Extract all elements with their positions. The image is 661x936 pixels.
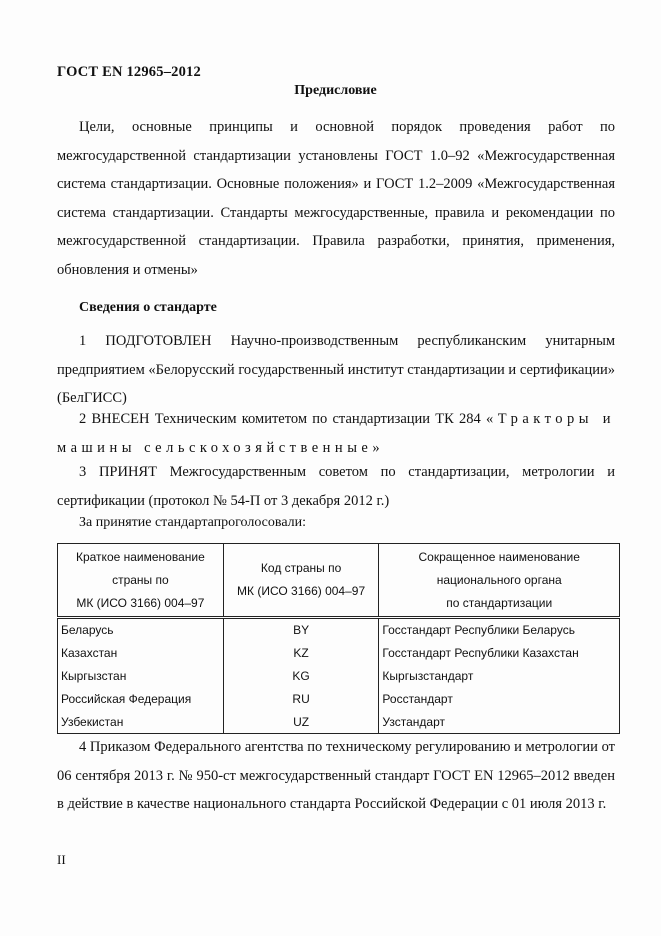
table-row: [58, 642, 620, 665]
item-adopted: 3 ПРИНЯТ Межгосударственным советом по стандартизации, метрологии и сертификации (протокол № 54-П от 3 декабря 2012 г.): [57, 464, 615, 509]
country-code: UZ: [223, 710, 379, 733]
table-row: [58, 665, 620, 688]
page-title: Предисловие: [294, 83, 377, 98]
header-country-name: Краткое наименование страны по МК (ИСО 3166) 004–97: [58, 544, 224, 618]
committee-name: «Тракторы и машины сельскохозяйственные»: [57, 411, 615, 456]
country-code: KG: [223, 665, 379, 688]
country-name: Казахстан: [58, 642, 224, 665]
country-code: BY: [223, 618, 379, 642]
table-row: [58, 618, 620, 642]
table-row: [58, 687, 620, 710]
header-national-body: Сокращенное наименование национального органа по стандартизации: [379, 544, 620, 618]
national-body: Узстандарт: [379, 710, 620, 733]
item-enacted: 4 Приказом Федерального агентства по техническому регулированию и метрологии от 06 сентября 2013 г. № 950-ст межгосударственный стандарт ГОСТ EN 12965–2012 введен в действие в качестве национального стандарта Российской Федерации с 01 июля 2013 г.: [57, 739, 615, 812]
national-body: Госстандарт Республики Казахстан: [379, 642, 620, 665]
country-name: Беларусь: [58, 618, 224, 642]
table-row: [58, 710, 620, 733]
item-prepared: 1 ПОДГОТОВЛЕН Научно-производственным республиканским унитарным предприятием «Белорусский государственный институт стандартизации и сертификации» (БелГИСС): [57, 333, 615, 406]
document-header: ГОСТ EN 12965–2012: [57, 64, 201, 80]
item-submitted-text: 2 ВНЕСЕН Техническим комитетом по стандартизации ТК 284: [79, 411, 487, 427]
country-name: Узбекистан: [58, 710, 224, 733]
info-heading: Сведения о стандарте: [79, 300, 217, 315]
page-number: II: [57, 852, 66, 867]
voting-intro: За принятие стандартапроголосовали:: [79, 515, 307, 530]
country-name: Российская Федерация: [58, 687, 224, 710]
country-code: KZ: [223, 642, 379, 665]
country-name: Кыргызстан: [58, 665, 224, 688]
item-submitted: [57, 405, 615, 462]
national-body: Кыргызстандарт: [379, 665, 620, 688]
header-country-code: Код страны по МК (ИСО 3166) 004–97: [223, 544, 379, 618]
countries-table: [57, 543, 620, 734]
national-body: Росстандарт: [379, 687, 620, 710]
national-body: Госстандарт Республики Беларусь: [379, 618, 620, 642]
foreword-paragraph: Цели, основные принципы и основной порядок проведения работ по межгосударственной стандартизации установлены ГОСТ 1.0–92 «Межгосударственная система стандартизации. Основные положения» и ГОСТ 1.2–2009 «Межгосударственная система стандартизации. Стандарты межгосударственные, правила и рекомендации по межгосударственной стандартизации. Правила разработки, принятия, применения, обновления и отмены»: [57, 119, 615, 278]
table-header-row: [58, 544, 620, 618]
country-code: RU: [223, 687, 379, 710]
